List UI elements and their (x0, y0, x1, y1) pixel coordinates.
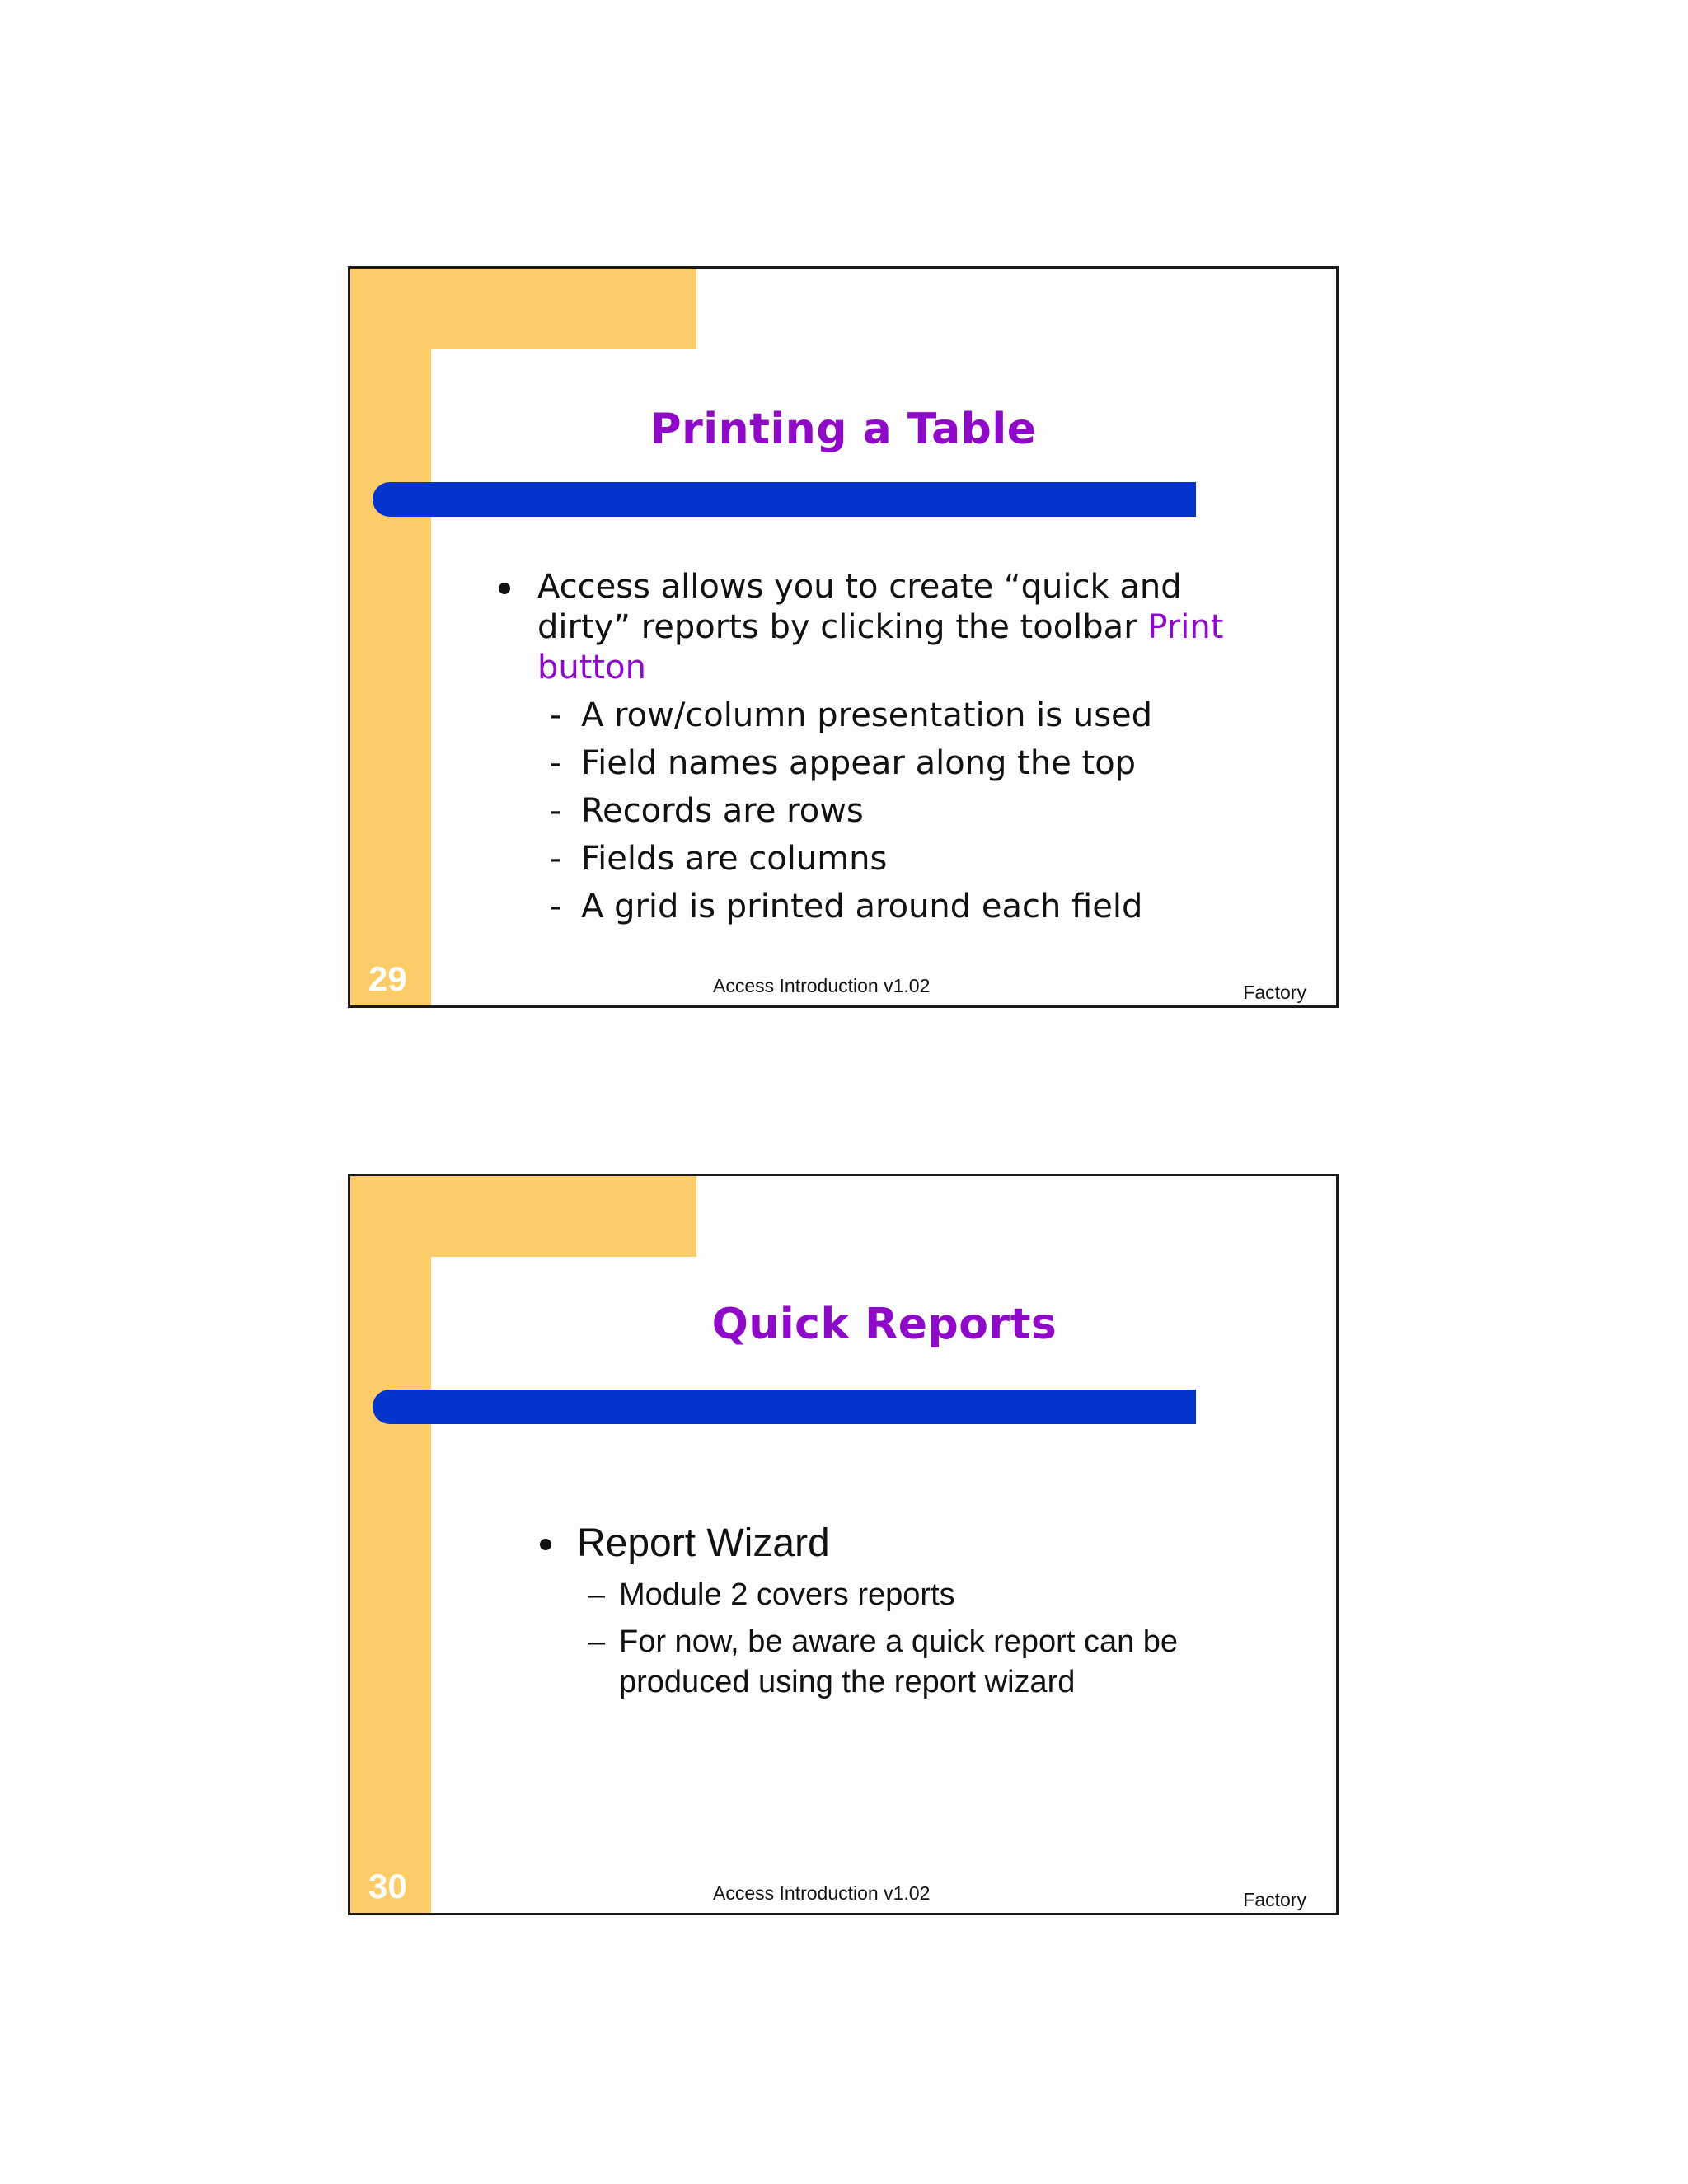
bullet-item (540, 1519, 1240, 1568)
dash-icon: - (550, 744, 562, 782)
slide-title: Quick Reports (711, 1300, 1057, 1349)
slide-number: 29 (368, 959, 407, 998)
bullet-item (499, 567, 1224, 688)
rounded-corner-decoration (431, 349, 481, 399)
sub-item-text: Module 2 covers reports (619, 1577, 955, 1612)
bullet-dot-icon (499, 583, 510, 594)
slide-title: Printing a Table (649, 405, 1037, 454)
footer-company: Factory (1243, 982, 1306, 1003)
title-underline-bar (373, 1390, 1196, 1424)
sub-item (550, 838, 1224, 879)
sub-item-text: A row/column presentation is used (581, 696, 1153, 734)
dash-icon: - (550, 696, 562, 734)
sub-item-text: A grid is printed around each field (581, 888, 1143, 926)
sub-item-text: For now, be aware a quick report can be produced using the report wizard (619, 1624, 1179, 1699)
bullet-text (537, 567, 1224, 688)
slide-body (540, 1519, 1240, 1703)
sub-item (588, 1575, 1240, 1615)
slide-29 (348, 266, 1339, 1008)
sub-item (550, 886, 1224, 927)
slide-number: 30 (368, 1867, 407, 1905)
print-button-highlight: Print button (537, 608, 1224, 687)
bullet-dot-icon (540, 1539, 551, 1550)
sub-item (588, 1622, 1240, 1703)
sub-item (550, 790, 1224, 832)
slide-body (499, 567, 1224, 927)
footer-title: Access Introduction v1.02 (713, 975, 931, 996)
orange-left-band (350, 1176, 431, 1913)
footer-title: Access Introduction v1.02 (713, 1882, 931, 1904)
sub-item (550, 695, 1224, 736)
bullet-text: Report Wizard (577, 1521, 830, 1565)
dash-icon: – (588, 1624, 606, 1659)
dash-icon: - (550, 888, 562, 926)
bullet-main-text: Access allows you to create “quick and dirty” reports by clicking the toolbar (537, 568, 1182, 646)
sub-item-text: Fields are columns (581, 840, 888, 878)
sub-item-text: Field names appear along the top (581, 744, 1137, 782)
title-underline-bar (373, 482, 1196, 517)
sub-item (550, 743, 1224, 784)
dash-icon: - (550, 840, 562, 878)
slide-30 (348, 1174, 1339, 1915)
orange-left-band (350, 269, 431, 1005)
dash-icon: - (550, 792, 562, 830)
footer-company: Factory (1243, 1889, 1306, 1910)
sub-item-text: Records are rows (581, 792, 864, 830)
dash-icon: – (588, 1577, 606, 1612)
rounded-corner-decoration (431, 1257, 481, 1306)
